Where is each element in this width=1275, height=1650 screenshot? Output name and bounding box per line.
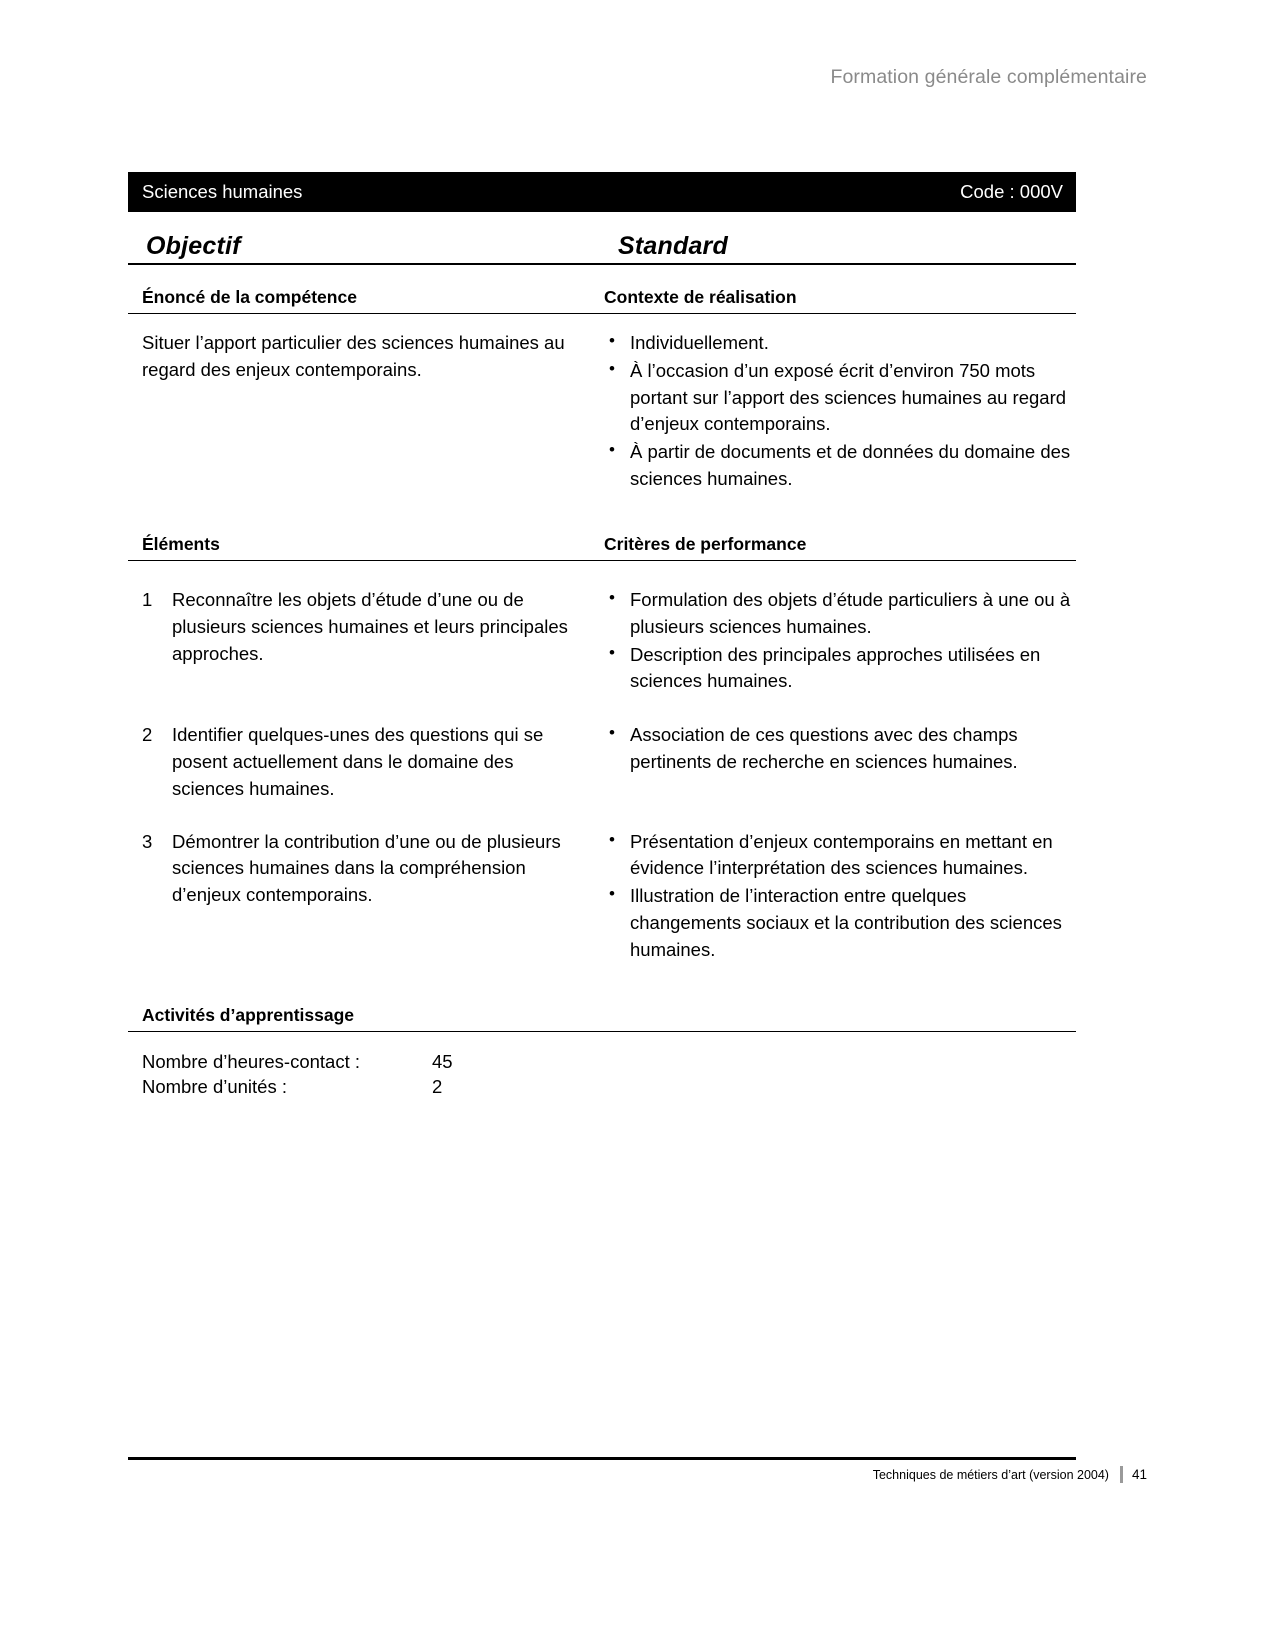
footer-source: Techniques de métiers d’art (version 2004) xyxy=(872,1467,1109,1482)
criteria-list xyxy=(604,722,1076,776)
list-item: • Association de ces questions avec des champs pertinents de recherche en sciences humaines. xyxy=(604,722,1076,776)
enonce-text: Situer l’apport particulier des sciences humaines au regard des enjeux contemporains. xyxy=(142,332,565,380)
activity-row xyxy=(142,1050,1076,1075)
list-item: • Formulation des objets d’étude particuliers à une ou à plusieurs sciences humaines. xyxy=(604,587,1076,641)
element-text: Reconnaître les objets d’étude d’une ou de plusieurs sciences humaines et leurs principales approches. xyxy=(172,588,568,664)
competency-title: Sciences humaines xyxy=(142,181,303,202)
activity-value: 2 xyxy=(432,1075,443,1097)
list-item: • À l’occasion d’un exposé écrit d’environ 750 mots portant sur l’apport des sciences humaines au regard d’enjeux contemporains. xyxy=(604,358,1076,438)
element-text: Démontrer la contribution d’une ou de plusieurs sciences humaines dans la compréhension d’enjeux contemporains. xyxy=(172,830,561,906)
activity-value: 45 xyxy=(432,1050,453,1072)
activities-table xyxy=(128,1050,1076,1100)
band-headers xyxy=(128,232,1076,265)
competency-title-bar xyxy=(128,172,1076,212)
list-item: • Individuellement. xyxy=(604,330,1076,357)
heading-criteres: Critères de performance xyxy=(604,533,807,554)
element-text: Identifier quelques-unes des questions qui se posent actuellement dans le domaine des sciences humaines. xyxy=(172,724,544,799)
table-row xyxy=(128,829,1076,965)
running-head: Formation générale complémentaire xyxy=(830,66,1147,88)
element-number: 2 xyxy=(142,724,153,746)
element-number: 1 xyxy=(142,588,153,610)
element-number: 3 xyxy=(142,830,153,852)
criteria-cell xyxy=(604,829,1076,965)
criteria-list xyxy=(604,587,1076,695)
competency-content xyxy=(128,232,1076,1100)
enonce-contexte-body xyxy=(128,330,1076,494)
heading-elements: Éléments xyxy=(142,533,220,554)
criteria-cell xyxy=(604,722,1076,802)
footer-divider xyxy=(128,1457,1076,1460)
activity-label: Nombre d’heures-contact : xyxy=(142,1050,360,1072)
activity-row xyxy=(142,1075,1076,1100)
criteria-list xyxy=(604,829,1076,964)
list-item: • Illustration de l’interaction entre quelques changements sociaux et la contribution des sciences humaines. xyxy=(604,883,1076,963)
footer-separator xyxy=(1120,1466,1123,1483)
subheaders-enonce-contexte xyxy=(128,287,1076,314)
contexte-list xyxy=(604,330,1076,493)
subheaders-elements-criteres xyxy=(128,534,1076,561)
competency-code: Code : 000V xyxy=(960,181,1063,202)
element-cell xyxy=(128,722,604,802)
element-cell xyxy=(128,587,604,696)
heading-enonce: Énoncé de la compétence xyxy=(142,287,357,307)
list-item: • À partir de documents et de données du domaine des sciences humaines. xyxy=(604,439,1076,493)
heading-activities: Activités d’apprentissage xyxy=(128,1005,1076,1032)
table-row xyxy=(128,722,1076,802)
criteria-cell xyxy=(604,587,1076,696)
page-footer xyxy=(873,1466,1147,1483)
heading-contexte: Contexte de réalisation xyxy=(604,287,797,307)
list-item: • Présentation d’enjeux contemporains en mettant en évidence l’interprétation des sciences humaines. xyxy=(604,829,1076,883)
contexte-block xyxy=(604,330,1076,494)
table-row xyxy=(128,587,1076,696)
activity-label: Nombre d’unités : xyxy=(142,1075,287,1097)
band-objectif: Objectif xyxy=(146,232,241,260)
enonce-block xyxy=(128,330,604,494)
band-standard: Standard xyxy=(618,232,728,260)
list-item: • Description des principales approches utilisées en sciences humaines. xyxy=(604,642,1076,696)
page-number: 41 xyxy=(1131,1467,1147,1482)
element-cell xyxy=(128,829,604,965)
